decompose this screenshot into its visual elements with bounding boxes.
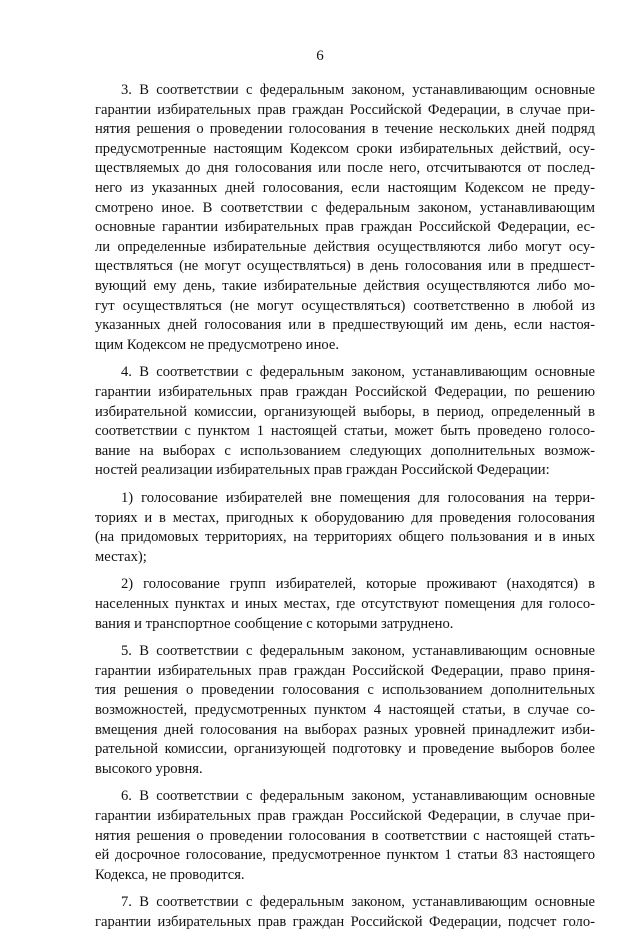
text-line: 2) голосование групп избирателей, которые проживают (находятся) в — [121, 576, 595, 592]
text-line: ществляемых до дня голосования или после него, отсчитываются от послед- — [95, 160, 595, 176]
text-line: вмещения дней голосования на выборах разных уровней принадлежит изби- — [95, 722, 595, 738]
text-line: 4. В соответствии с федеральным законом, устанавливающим основные — [121, 364, 595, 380]
text-line: вания и транспортное сообщение с которыми затруднено. — [95, 616, 454, 632]
text-line: смотрено иное. В соответствии с федеральным законом, устанавливающим — [95, 200, 595, 216]
text-line: высокого уровня. — [95, 761, 203, 777]
text-line: гарантии избирательных прав граждан Российской Федерации, право приня- — [95, 663, 595, 679]
text-line: основные гарантии избирательных прав граждан Российской Федерации, ес- — [95, 219, 595, 235]
text-line: предусмотренные настоящим Кодексом сроки избирательных действий, осу- — [95, 141, 595, 157]
text-line: 6. В соответствии с федеральным законом, устанавливающим основные — [121, 788, 595, 804]
text-line: вание на выборах с использованием следующих дополнительных возмож- — [95, 443, 595, 459]
text-line: ностей реализации избирательных прав граждан Российской Федерации: — [95, 462, 550, 478]
text-line: местах); — [95, 549, 147, 565]
text-line: Кодекса, не проводится. — [95, 867, 245, 883]
text-line: 7. В соответствии с федеральным законом, устанавливающим основные — [121, 894, 595, 910]
text-line: рательной комиссии, организующей подготовку и проведение выборов более — [95, 741, 595, 757]
text-line: гут осуществляться (не могут осуществляться) соответственно в любой из — [95, 298, 595, 314]
text-line: вующий ему день, такие избирательные действия осуществляются либо мо- — [95, 278, 595, 294]
text-line: гарантии избирательных прав граждан Российской Федерации, в случае при- — [95, 102, 595, 118]
page-number: 6 — [316, 48, 324, 64]
text-line: него из указанных дней голосования, если настоящим Кодексом не преду- — [95, 180, 595, 196]
text-line: нятия решения о проведении голосования в соответствии с настоящей стать- — [95, 828, 595, 844]
text-line: ториях и в местах, пригодных к оборудованию для проведения голосования — [95, 510, 595, 526]
text-line: 1) голосование избирателей вне помещения для голосования на терри- — [121, 490, 595, 506]
text-line: населенных пунктах и иных местах, где отсутствуют помещения для голосо- — [95, 596, 595, 612]
text-line: соответствии с пунктом 1 настоящей статьи, может быть проведено голосо- — [95, 423, 595, 439]
text-line: 3. В соответствии с федеральным законом, устанавливающим основные — [121, 82, 595, 98]
text-line: ли определенные избирательные действия осуществляются либо могут осу- — [95, 239, 595, 255]
text-line: избирательной комиссии, организующей выборы, в период, определенный в — [95, 404, 595, 420]
text-line: гарантии избирательных прав граждан Российской Федерации, в случае при- — [95, 808, 595, 824]
text-line: тия решения о проведении голосования с использованием дополнительных — [95, 682, 595, 698]
text-line: ществляться (не могут осуществляться) в день голосования или в предшест- — [95, 258, 595, 274]
text-line: (на придомовых территориях, на территориях общего пользования и в иных — [95, 529, 595, 545]
text-line: возможностей, предусмотренных пунктом 4 настоящей статьи, в случае со- — [95, 702, 595, 718]
text-line: ей досрочное голосование, предусмотренное пунктом 1 статьи 83 настоящего — [95, 847, 595, 863]
text-line: указанных дней голосования или в предшествующий им день, если настоя- — [95, 317, 595, 333]
text-line: щим Кодексом не предусмотрено иное. — [95, 337, 339, 353]
text-line: гарантии избирательных прав граждан Российской Федерации, подсчет голо- — [95, 914, 595, 930]
text-line: нятия решения о проведении голосования в течение нескольких дней подряд — [95, 121, 595, 137]
text-line: гарантии избирательных прав граждан Российской Федерации, по решению — [95, 384, 595, 400]
text-line: 5. В соответствии с федеральным законом, устанавливающим основные — [121, 643, 595, 659]
